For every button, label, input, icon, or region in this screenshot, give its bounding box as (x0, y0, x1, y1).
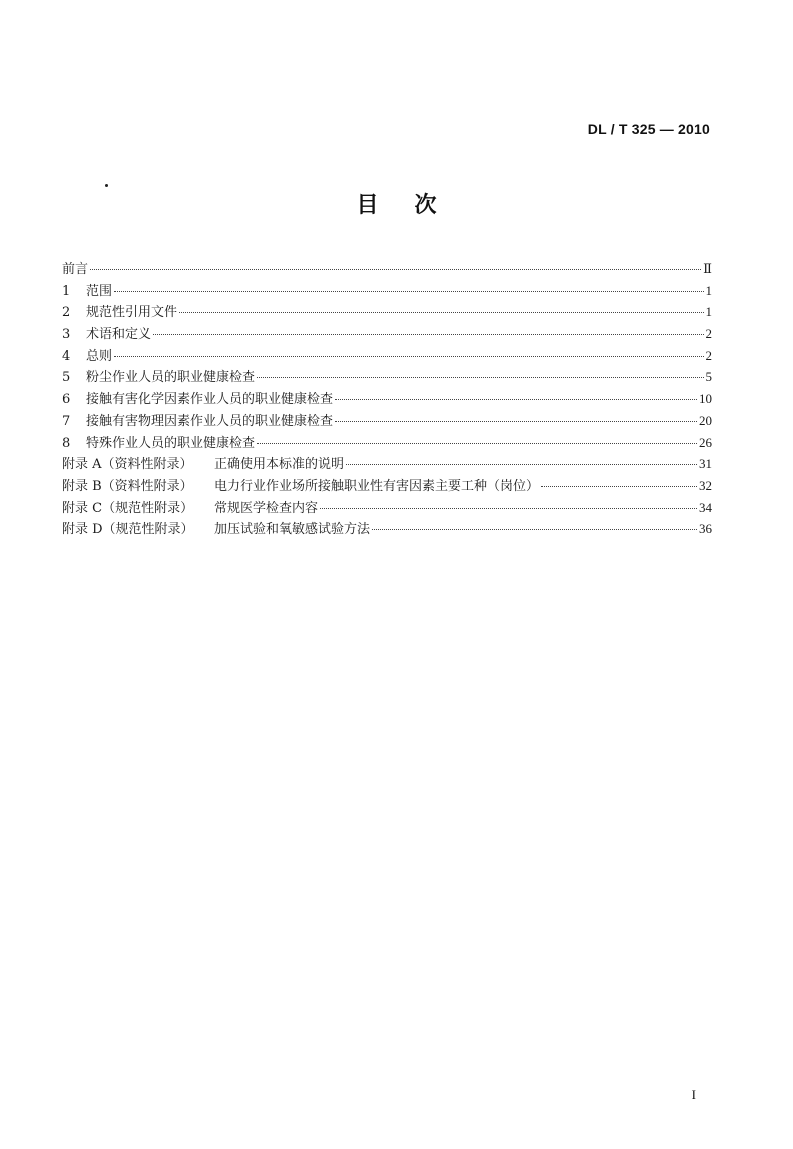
toc-leader-dots (372, 529, 697, 530)
toc-entry-label: 接触有害物理因素作业人员的职业健康检查 (86, 413, 334, 429)
page-number: I (691, 1087, 696, 1102)
toc-leader-dots (179, 312, 703, 313)
toc-appendix-d[interactable] (62, 518, 712, 540)
toc-appendix-b[interactable] (62, 475, 712, 497)
toc-leader-dots (335, 399, 697, 400)
toc-entry-page: 10 (699, 391, 712, 407)
toc-entry-6[interactable] (62, 388, 712, 410)
toc-entry-number: 3 (62, 327, 71, 343)
toc-entry-label: 前言 (62, 262, 89, 277)
toc-entry-4[interactable] (62, 345, 712, 367)
toc-entry-2[interactable] (62, 301, 712, 323)
toc-appendix-c[interactable] (62, 497, 712, 519)
toc-entry-label: 粉尘作业人员的职业健康检查 (86, 370, 256, 386)
toc-entry-page: 2 (705, 347, 712, 363)
toc-entry-label: 特殊作业人员的职业健康检查 (86, 435, 256, 451)
toc-leader-dots (335, 421, 697, 422)
toc-entry-number: 7 (62, 413, 71, 429)
toc-entry-page: 2 (705, 326, 712, 342)
toc-entry-number: 6 (62, 392, 71, 408)
toc-appendix-page: 36 (699, 521, 712, 537)
toc-leader-dots (114, 291, 703, 292)
toc-leader-dots (346, 464, 697, 465)
toc-entry-7[interactable] (62, 410, 712, 432)
toc-appendix-prefix: 附录 B（资料性附录） (62, 478, 193, 494)
toc-appendix-a[interactable] (62, 453, 712, 475)
page-title: 目次 (356, 193, 473, 218)
toc-appendix-page: 34 (699, 499, 712, 515)
toc-appendix-prefix: 附录 D（规范性附录） (62, 522, 194, 538)
standard-code: DL / T 325 — 2010 (587, 121, 710, 137)
toc-leader-dots (257, 443, 697, 444)
toc-entry-3[interactable] (62, 323, 712, 345)
toc-entry-page: 20 (699, 412, 712, 428)
toc-leader-dots (114, 356, 703, 357)
toc-entry-number: 4 (62, 348, 71, 364)
toc-entry-page: 1 (705, 304, 712, 320)
toc-entry-label: 总则 (86, 348, 113, 364)
toc-entry-number: 8 (62, 435, 71, 451)
toc-entry-number: 5 (62, 370, 71, 386)
toc-entry-number: 1 (62, 283, 71, 299)
toc-entry-label: 范围 (86, 283, 113, 299)
toc-entry-8[interactable] (62, 432, 712, 454)
toc-entry-page: 26 (699, 434, 712, 450)
toc-appendix-prefix: 附录 A（资料性附录） (62, 457, 193, 473)
toc-appendix-label: 正确使用本标准的说明 (214, 457, 345, 473)
table-of-contents (62, 258, 712, 540)
toc-leader-dots (257, 377, 703, 378)
toc-appendix-page: 32 (699, 477, 712, 493)
toc-appendix-label: 电力行业作业场所接触职业性有害因素主要工种（岗位） (214, 478, 540, 494)
print-speck (105, 184, 108, 187)
toc-entry-page: Ⅱ (703, 261, 712, 276)
toc-entry-label: 术语和定义 (86, 327, 152, 343)
toc-leader-dots (153, 334, 703, 335)
toc-appendix-page: 31 (699, 456, 712, 472)
toc-entry-foreword[interactable] (62, 258, 712, 280)
toc-entry-1[interactable] (62, 280, 712, 302)
toc-entry-5[interactable] (62, 366, 712, 388)
toc-appendix-prefix: 附录 C（规范性附录） (62, 500, 194, 516)
toc-appendix-label: 常规医学检查内容 (214, 500, 319, 516)
toc-entry-label: 接触有害化学因素作业人员的职业健康检查 (86, 392, 334, 408)
toc-leader-dots (541, 486, 697, 487)
toc-leader-dots (320, 508, 697, 509)
toc-entry-page: 1 (705, 282, 712, 298)
toc-appendix-label: 加压试验和氧敏感试验方法 (214, 522, 371, 538)
toc-leader-dots (90, 269, 701, 270)
toc-entry-label: 规范性引用文件 (86, 305, 178, 321)
toc-entry-page: 5 (705, 369, 712, 385)
toc-entry-number: 2 (62, 305, 71, 321)
